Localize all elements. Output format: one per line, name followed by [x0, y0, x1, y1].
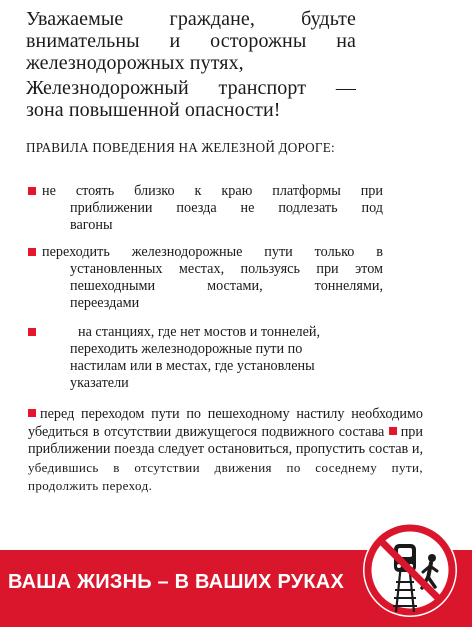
- paragraph-part: убедившись в отсутствии движения по соседнему пути, продолжить переход.: [28, 459, 423, 493]
- paragraph-part: перед переходом пути по пешеходному настилу необходимо убедиться в отсутствии движущегося подвижного состава: [28, 406, 423, 440]
- rule-line: установленных местах, пользуясь при этом: [70, 261, 383, 277]
- rule-first-line: не стоять близко к краю платформы при: [42, 183, 383, 199]
- crossing-paragraph: [28, 406, 423, 496]
- rule-first-line: на станциях, где нет мостов и тоннелей,: [78, 324, 321, 340]
- rule-line: вагоны: [70, 217, 113, 233]
- rules-heading: ПРАВИЛА ПОВЕДЕНИЯ НА ЖЕЛЕЗНОЙ ДОРОГЕ:: [26, 140, 335, 155]
- rule-line: переездами: [70, 295, 140, 311]
- rule-line: пешеходными мостами, тоннелями,: [70, 278, 383, 294]
- bullet-square-icon: [28, 248, 36, 256]
- intro-line: Уважаемые граждане, будьте: [26, 8, 356, 30]
- intro-line: внимательны и осторожны на: [26, 30, 356, 52]
- intro-line: железнодорожных путях,: [26, 52, 244, 74]
- bullet-square-icon: [28, 328, 36, 336]
- bullet-square-icon: [389, 427, 397, 435]
- rule-line: указатели: [70, 375, 129, 391]
- intro-line: Железнодорожный транспорт —: [26, 77, 356, 99]
- rule-line: настилам или в местах, где установлены: [70, 358, 315, 374]
- rule-line: переходить железнодорожные пути по: [70, 341, 303, 357]
- rule-item: [28, 244, 383, 312]
- banner-text: ВАША ЖИЗНЬ – В ВАШИХ РУКАХ: [8, 571, 344, 593]
- rule-first-line: переходить железнодорожные пути только в: [42, 244, 383, 260]
- rule-line: приближении поезда не подлезать под: [70, 200, 383, 216]
- bullet-square-icon: [28, 187, 36, 195]
- bullet-square-icon: [28, 409, 36, 417]
- paragraph-part: при приближении поезда следует остановиться, пропустить состав и,: [28, 423, 423, 457]
- no-crossing-tracks-sign-icon: [360, 520, 460, 620]
- intro-line: зона повышенной опасности!: [26, 99, 281, 121]
- intro-text: [26, 8, 356, 121]
- rule-item: [28, 183, 383, 234]
- rule-item: [28, 324, 383, 392]
